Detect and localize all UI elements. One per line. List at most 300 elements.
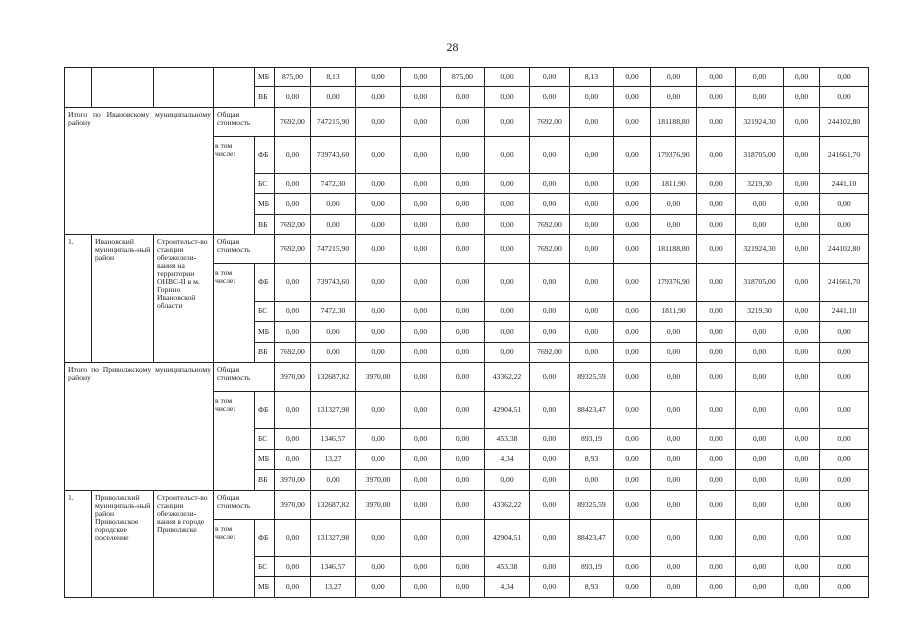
item-number: 1.	[65, 235, 92, 363]
source-cell: ФБ	[255, 391, 275, 428]
value-cell: 0,00	[485, 470, 530, 490]
value-cell: 0,00	[275, 429, 311, 449]
page-number: 28	[446, 40, 459, 54]
value-cell: 0,00	[697, 363, 736, 392]
value-cell: 0,00	[697, 194, 736, 214]
value-cell: 0,00	[441, 214, 485, 234]
value-cell: 7692,00	[275, 107, 311, 136]
value-cell: 0,00	[697, 235, 736, 264]
value-cell: 3219,30	[736, 173, 784, 193]
value-cell: 131327,98	[311, 391, 356, 428]
value-cell: 0,00	[441, 519, 485, 556]
value-cell: 0,00	[311, 342, 356, 362]
source-cell: БС	[255, 429, 275, 449]
value-cell: 241661,70	[820, 136, 869, 173]
value-cell: 0,00	[530, 449, 570, 469]
including-label: в том числе:	[214, 391, 255, 490]
value-cell: 0,00	[311, 322, 356, 342]
value-cell: 0,00	[820, 194, 869, 214]
value-cell: 43362,22	[485, 490, 530, 519]
value-cell: 0,00	[697, 519, 736, 556]
value-cell: 0,00	[697, 490, 736, 519]
value-cell: 0,00	[736, 68, 784, 87]
value-cell: 0,00	[401, 391, 441, 428]
value-cell: 0,00	[356, 391, 401, 428]
value-cell: 0,00	[651, 342, 697, 362]
value-cell: 0,00	[356, 214, 401, 234]
value-cell: 318705,00	[736, 264, 784, 301]
value-cell: 0,00	[311, 87, 356, 107]
value-cell: 4,34	[485, 449, 530, 469]
source-cell: ФБ	[255, 519, 275, 556]
value-cell: 0,00	[736, 577, 784, 598]
value-cell: 7692,00	[275, 214, 311, 234]
source-cell: ВБ	[255, 214, 275, 234]
value-cell: 0,00	[485, 264, 530, 301]
value-cell: 0,00	[356, 519, 401, 556]
value-cell: 0,00	[356, 194, 401, 214]
value-cell: 0,00	[614, 429, 651, 449]
source-cell: БС	[255, 556, 275, 576]
value-cell: 0,00	[485, 322, 530, 342]
value-cell: 0,00	[401, 107, 441, 136]
value-cell: 0,00	[784, 470, 820, 490]
value-cell: 0,00	[614, 342, 651, 362]
value-cell: 747215,90	[311, 107, 356, 136]
value-cell: 0,00	[820, 214, 869, 234]
value-cell: 0,00	[651, 322, 697, 342]
value-cell: 0,00	[736, 363, 784, 392]
value-cell: 321924,30	[736, 235, 784, 264]
value-cell: 0,00	[401, 429, 441, 449]
value-cell: 0,00	[736, 194, 784, 214]
value-cell: 453,38	[485, 556, 530, 576]
value-cell: 0,00	[530, 173, 570, 193]
value-cell: 0,00	[697, 322, 736, 342]
value-cell: 0,00	[530, 322, 570, 342]
value-cell: 0,00	[614, 301, 651, 321]
value-cell: 0,00	[441, 87, 485, 107]
object-cell	[154, 68, 214, 108]
value-cell: 0,00	[356, 235, 401, 264]
value-cell: 0,00	[614, 107, 651, 136]
value-cell: 0,00	[736, 490, 784, 519]
value-cell: 0,00	[614, 264, 651, 301]
including-label: в том числе:	[214, 264, 255, 363]
including-label: в том числе:	[214, 136, 255, 235]
value-cell: 0,00	[275, 173, 311, 193]
value-cell: 1346,57	[311, 429, 356, 449]
value-cell: 0,00	[401, 577, 441, 598]
value-cell: 0,00	[570, 214, 614, 234]
source-cell: МБ	[255, 322, 275, 342]
value-cell: 0,00	[356, 449, 401, 469]
value-cell: 131327,98	[311, 519, 356, 556]
value-cell: 0,00	[441, 490, 485, 519]
value-cell: 0,00	[820, 470, 869, 490]
value-cell: 0,00	[530, 556, 570, 576]
value-cell: 8,13	[311, 68, 356, 87]
value-cell: 0,00	[784, 136, 820, 173]
value-cell: 0,00	[697, 107, 736, 136]
budget-table	[64, 67, 869, 598]
value-cell: 0,00	[441, 194, 485, 214]
value-cell: 132687,82	[311, 490, 356, 519]
value-cell: 181188,80	[651, 107, 697, 136]
value-cell: 0,00	[784, 449, 820, 469]
value-cell: 0,00	[570, 470, 614, 490]
value-cell: 0,00	[570, 136, 614, 173]
value-cell: 0,00	[820, 556, 869, 576]
value-cell: 0,00	[311, 194, 356, 214]
value-cell: 7692,00	[530, 214, 570, 234]
value-cell: 0,00	[784, 194, 820, 214]
value-cell: 0,00	[614, 68, 651, 87]
value-cell: 0,00	[570, 194, 614, 214]
value-cell: 0,00	[697, 577, 736, 598]
value-cell: 0,00	[697, 342, 736, 362]
value-cell: 0,00	[651, 68, 697, 87]
value-cell: 0,00	[697, 264, 736, 301]
value-cell: 0,00	[784, 301, 820, 321]
value-cell: 0,00	[820, 519, 869, 556]
value-cell: 0,00	[784, 68, 820, 87]
table-row	[65, 235, 869, 264]
value-cell: 0,00	[784, 107, 820, 136]
value-cell: 0,00	[356, 68, 401, 87]
value-cell: 0,00	[275, 322, 311, 342]
value-cell: 0,00	[356, 107, 401, 136]
value-cell: 1811,90	[651, 173, 697, 193]
value-cell: 0,00	[441, 107, 485, 136]
value-cell: 0,00	[401, 449, 441, 469]
value-cell: 0,00	[697, 214, 736, 234]
value-cell: 739743,60	[311, 136, 356, 173]
value-cell: 0,00	[697, 301, 736, 321]
value-cell: 0,00	[736, 470, 784, 490]
value-cell: 0,00	[275, 519, 311, 556]
value-cell: 0,00	[530, 429, 570, 449]
value-cell: 0,00	[784, 391, 820, 428]
value-cell: 0,00	[441, 556, 485, 576]
source-cell: ФБ	[255, 136, 275, 173]
value-cell: 0,00	[820, 449, 869, 469]
value-cell: 0,00	[651, 391, 697, 428]
value-cell: 0,00	[784, 214, 820, 234]
value-cell: 0,00	[441, 264, 485, 301]
source-cell: ВБ	[255, 470, 275, 490]
value-cell: 244102,80	[820, 107, 869, 136]
value-cell: 0,00	[311, 214, 356, 234]
value-cell: 0,00	[401, 214, 441, 234]
value-cell: 0,00	[784, 235, 820, 264]
value-cell: 13,27	[311, 449, 356, 469]
value-cell: 0,00	[485, 235, 530, 264]
source-cell: ВБ	[255, 87, 275, 107]
value-cell: 0,00	[485, 87, 530, 107]
value-cell: 0,00	[275, 87, 311, 107]
value-cell: 0,00	[697, 68, 736, 87]
value-cell: 0,00	[530, 391, 570, 428]
value-cell: 0,00	[356, 429, 401, 449]
value-cell: 0,00	[356, 301, 401, 321]
value-cell: 0,00	[530, 194, 570, 214]
value-cell: 7472,30	[311, 173, 356, 193]
value-cell: 3970,00	[275, 363, 311, 392]
value-cell: 0,00	[311, 470, 356, 490]
source-cell: БС	[255, 301, 275, 321]
value-cell: 0,00	[530, 68, 570, 87]
value-cell: 3219,30	[736, 301, 784, 321]
value-cell: 7692,00	[530, 235, 570, 264]
value-cell: 0,00	[736, 87, 784, 107]
value-cell: 0,00	[697, 449, 736, 469]
value-cell: 0,00	[401, 363, 441, 392]
number-cell	[65, 68, 92, 108]
value-cell: 0,00	[570, 87, 614, 107]
value-cell: 0,00	[485, 136, 530, 173]
value-cell: 0,00	[697, 556, 736, 576]
value-cell: 0,00	[275, 136, 311, 173]
value-cell: 0,00	[485, 107, 530, 136]
value-cell: 0,00	[784, 490, 820, 519]
source-cell: БС	[255, 173, 275, 193]
value-cell: 0,00	[651, 429, 697, 449]
value-cell: 0,00	[820, 342, 869, 362]
value-cell: 747215,90	[311, 235, 356, 264]
value-cell: 0,00	[485, 194, 530, 214]
value-cell: 0,00	[784, 322, 820, 342]
value-cell: 0,00	[401, 87, 441, 107]
value-cell: 0,00	[530, 519, 570, 556]
object-name: Строительст-во станции обезжелези-вания на территории ОНВС-II в м. Горино Ивановской области	[154, 235, 214, 363]
value-cell: 0,00	[614, 470, 651, 490]
item-number: 1.	[65, 490, 92, 597]
value-cell: 0,00	[485, 68, 530, 87]
value-cell: 0,00	[530, 301, 570, 321]
value-cell: 0,00	[356, 136, 401, 173]
value-cell: 88423,47	[570, 391, 614, 428]
value-cell: 0,00	[275, 449, 311, 469]
source-cell: ФБ	[255, 264, 275, 301]
value-cell: 3970,00	[356, 490, 401, 519]
value-cell: 0,00	[614, 577, 651, 598]
source-cell: МБ	[255, 577, 275, 598]
value-cell: 0,00	[784, 429, 820, 449]
value-cell: 0,00	[356, 87, 401, 107]
source-cell: МБ	[255, 194, 275, 214]
value-cell: 7692,00	[530, 342, 570, 362]
value-cell: 0,00	[820, 577, 869, 598]
value-cell: 4,34	[485, 577, 530, 598]
value-cell: 0,00	[697, 136, 736, 173]
value-cell: 0,00	[820, 490, 869, 519]
value-cell: 0,00	[784, 556, 820, 576]
value-cell: 0,00	[820, 322, 869, 342]
value-cell: 0,00	[697, 470, 736, 490]
value-cell: 244102,80	[820, 235, 869, 264]
value-cell: 0,00	[784, 577, 820, 598]
value-cell: 0,00	[736, 391, 784, 428]
value-cell: 875,00	[441, 68, 485, 87]
value-cell: 0,00	[651, 470, 697, 490]
value-cell: 0,00	[275, 577, 311, 598]
value-cell: 0,00	[441, 342, 485, 362]
value-cell: 0,00	[784, 173, 820, 193]
table-row	[65, 68, 869, 87]
value-cell: 0,00	[614, 519, 651, 556]
value-cell: 0,00	[736, 342, 784, 362]
value-cell: 0,00	[614, 235, 651, 264]
value-cell: 0,00	[697, 429, 736, 449]
value-cell: 0,00	[570, 301, 614, 321]
value-cell: 0,00	[614, 449, 651, 469]
value-cell: 0,00	[530, 577, 570, 598]
total-cost-label: Общая стоимость	[214, 363, 275, 392]
value-cell: 0,00	[651, 363, 697, 392]
district-name: Приволжский муниципаль-ный район Приволжское городское поселение	[92, 490, 154, 597]
value-cell: 8,93	[570, 449, 614, 469]
value-cell: 0,00	[651, 87, 697, 107]
value-cell: 0,00	[614, 214, 651, 234]
value-cell: 893,19	[570, 429, 614, 449]
value-cell: 0,00	[651, 556, 697, 576]
value-cell: 3970,00	[275, 490, 311, 519]
value-cell: 8,93	[570, 577, 614, 598]
value-cell: 241661,70	[820, 264, 869, 301]
value-cell: 0,00	[570, 264, 614, 301]
value-cell: 0,00	[651, 214, 697, 234]
value-cell: 0,00	[530, 87, 570, 107]
value-cell: 0,00	[736, 519, 784, 556]
value-cell: 42904,51	[485, 519, 530, 556]
value-cell: 0,00	[530, 264, 570, 301]
total-cost-label: Общая стоимость	[214, 490, 275, 519]
value-cell: 0,00	[651, 490, 697, 519]
value-cell: 0,00	[614, 556, 651, 576]
total-cost-label: Общая стоимость	[214, 235, 275, 264]
value-cell: 0,00	[275, 556, 311, 576]
value-cell: 2441,10	[820, 173, 869, 193]
value-cell: 0,00	[614, 136, 651, 173]
value-cell: 0,00	[570, 235, 614, 264]
value-cell: 0,00	[401, 194, 441, 214]
value-cell: 0,00	[784, 363, 820, 392]
value-cell: 7472,30	[311, 301, 356, 321]
value-cell: 0,00	[401, 519, 441, 556]
value-cell: 0,00	[530, 363, 570, 392]
value-cell: 0,00	[485, 214, 530, 234]
value-cell: 0,00	[401, 342, 441, 362]
value-cell: 0,00	[401, 490, 441, 519]
value-cell: 179376,90	[651, 136, 697, 173]
value-cell: 321924,30	[736, 107, 784, 136]
value-cell: 0,00	[736, 322, 784, 342]
value-cell: 0,00	[530, 470, 570, 490]
value-cell: 0,00	[651, 519, 697, 556]
value-cell: 0,00	[530, 136, 570, 173]
including-label: в том числе:	[214, 519, 255, 597]
value-cell: 0,00	[441, 173, 485, 193]
value-cell: 7692,00	[275, 235, 311, 264]
value-cell: 0,00	[356, 556, 401, 576]
value-cell: 0,00	[820, 68, 869, 87]
value-cell: 0,00	[614, 322, 651, 342]
value-cell: 0,00	[441, 470, 485, 490]
total-cost-label: Общая стоимость	[214, 107, 275, 136]
district-cell	[92, 68, 154, 108]
value-cell: 0,00	[736, 214, 784, 234]
value-cell: 7692,00	[275, 342, 311, 362]
value-cell: 42904,51	[485, 391, 530, 428]
value-cell: 0,00	[614, 173, 651, 193]
table-row	[65, 107, 869, 136]
value-cell: 1346,57	[311, 556, 356, 576]
value-cell: 0,00	[614, 363, 651, 392]
value-cell: 0,00	[441, 235, 485, 264]
value-cell: 0,00	[651, 194, 697, 214]
cost-type-cell	[214, 68, 255, 108]
value-cell: 0,00	[784, 519, 820, 556]
value-cell: 739743,60	[311, 264, 356, 301]
value-cell: 0,00	[784, 264, 820, 301]
source-cell: МБ	[255, 68, 275, 87]
value-cell: 3970,00	[356, 363, 401, 392]
value-cell: 43362,22	[485, 363, 530, 392]
value-cell: 0,00	[401, 173, 441, 193]
value-cell: 0,00	[614, 194, 651, 214]
value-cell: 0,00	[401, 264, 441, 301]
value-cell: 0,00	[614, 87, 651, 107]
value-cell: 132687,82	[311, 363, 356, 392]
value-cell: 89325,59	[570, 363, 614, 392]
value-cell: 0,00	[820, 363, 869, 392]
value-cell: 8,13	[570, 68, 614, 87]
value-cell: 0,00	[736, 556, 784, 576]
value-cell: 0,00	[356, 342, 401, 362]
value-cell: 0,00	[356, 322, 401, 342]
value-cell: 0,00	[441, 391, 485, 428]
value-cell: 0,00	[441, 449, 485, 469]
value-cell: 0,00	[401, 322, 441, 342]
value-cell: 89325,59	[570, 490, 614, 519]
value-cell: 0,00	[614, 490, 651, 519]
value-cell: 0,00	[736, 449, 784, 469]
value-cell: 0,00	[614, 391, 651, 428]
value-cell: 0,00	[820, 391, 869, 428]
value-cell: 0,00	[570, 107, 614, 136]
value-cell: 0,00	[441, 322, 485, 342]
value-cell: 0,00	[570, 322, 614, 342]
value-cell: 0,00	[441, 301, 485, 321]
value-cell: 0,00	[485, 173, 530, 193]
value-cell: 0,00	[784, 342, 820, 362]
value-cell: 0,00	[401, 301, 441, 321]
value-cell: 0,00	[275, 391, 311, 428]
object-name: Строительст-во станции обезжелези-вания в городе Приволжске	[154, 490, 214, 597]
value-cell: 0,00	[441, 577, 485, 598]
value-cell: 88423,47	[570, 519, 614, 556]
value-cell: 0,00	[401, 136, 441, 173]
value-cell: 0,00	[275, 301, 311, 321]
value-cell: 318705,00	[736, 136, 784, 173]
value-cell: 0,00	[401, 235, 441, 264]
value-cell: 0,00	[441, 363, 485, 392]
district-name: Ивановский муниципаль-ный район	[92, 235, 154, 363]
value-cell: 0,00	[820, 87, 869, 107]
value-cell: 0,00	[784, 87, 820, 107]
value-cell: 0,00	[697, 173, 736, 193]
